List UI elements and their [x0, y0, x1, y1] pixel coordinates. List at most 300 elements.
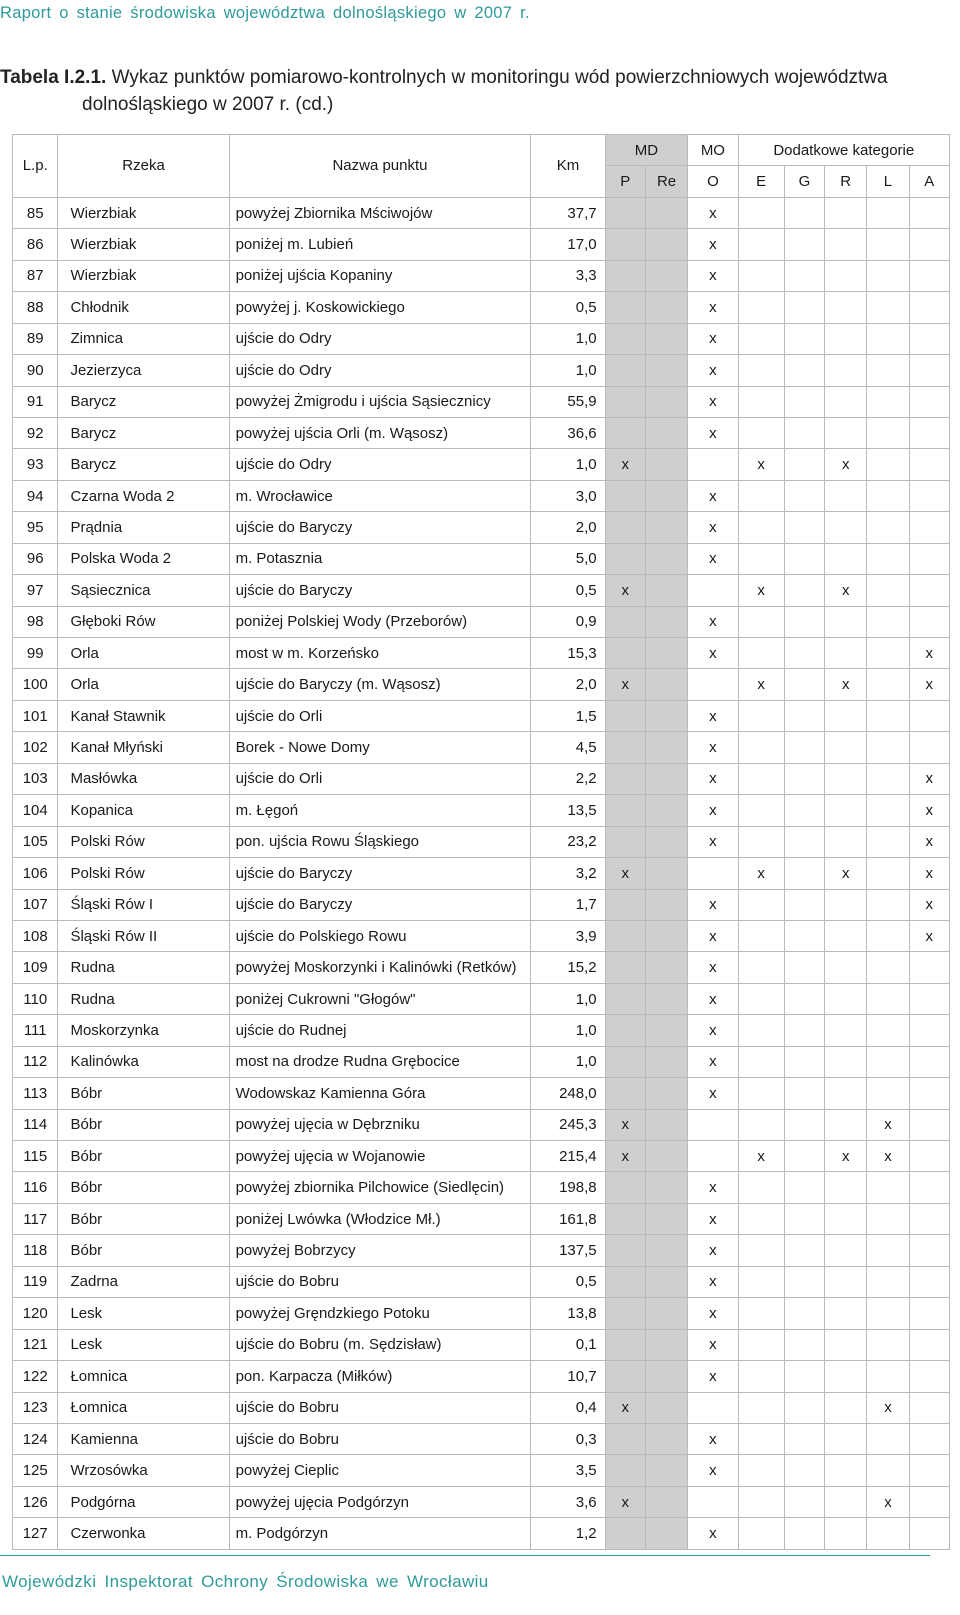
cell-rzeka: Moskorzynka: [58, 1015, 229, 1046]
cell-rzeka: Bóbr: [58, 1235, 229, 1266]
cell-rzeka: Kanał Stawnik: [58, 700, 229, 731]
cell-lp: 125: [13, 1455, 58, 1486]
cell-g: [784, 575, 824, 606]
cell-km: 1,0: [531, 983, 605, 1014]
cell-nazwa: powyżej Żmigrodu i ujścia Sąsiecznicy: [229, 386, 531, 417]
cell-rzeka: Kalinówka: [58, 1046, 229, 1077]
cell-lp: 97: [13, 575, 58, 606]
cell-o: x: [688, 1518, 738, 1549]
cell-lp: 103: [13, 763, 58, 794]
cell-l: [867, 700, 909, 731]
cell-g: [784, 1423, 824, 1454]
cell-re: [645, 763, 687, 794]
cell-re: [645, 1015, 687, 1046]
cell-nazwa: m. Podgórzyn: [229, 1518, 531, 1549]
table-row: [13, 1046, 950, 1077]
cell-r: [825, 323, 867, 354]
cell-km: 3,3: [531, 260, 605, 291]
cell-o: x: [688, 292, 738, 323]
cell-km: 13,5: [531, 795, 605, 826]
cell-rzeka: Zimnica: [58, 323, 229, 354]
cell-nazwa: powyżej Gręndzkiego Potoku: [229, 1298, 531, 1329]
cell-l: [867, 1298, 909, 1329]
cell-e: [738, 889, 784, 920]
header-md: MD: [605, 135, 688, 166]
cell-a: [909, 1046, 949, 1077]
cell-o: x: [688, 920, 738, 951]
cell-p: [605, 1203, 645, 1234]
cell-lp: 86: [13, 229, 58, 260]
cell-r: [825, 1329, 867, 1360]
cell-a: [909, 417, 949, 448]
cell-p: [605, 826, 645, 857]
cell-a: [909, 355, 949, 386]
cell-r: [825, 1235, 867, 1266]
cell-lp: 88: [13, 292, 58, 323]
cell-lp: 101: [13, 700, 58, 731]
cell-km: 17,0: [531, 229, 605, 260]
cell-a: [909, 1078, 949, 1109]
cell-g: [784, 1109, 824, 1140]
cell-p: [605, 260, 645, 291]
cell-r: x: [825, 669, 867, 700]
cell-e: [738, 1015, 784, 1046]
cell-km: 15,2: [531, 952, 605, 983]
cell-lp: 119: [13, 1266, 58, 1297]
cell-lp: 120: [13, 1298, 58, 1329]
cell-r: [825, 292, 867, 323]
cell-re: [645, 323, 687, 354]
cell-l: [867, 229, 909, 260]
cell-r: [825, 1015, 867, 1046]
cell-a: [909, 480, 949, 511]
cell-e: [738, 386, 784, 417]
cell-g: [784, 606, 824, 637]
cell-a: [909, 1172, 949, 1203]
cell-nazwa: m. Wrocławice: [229, 480, 531, 511]
header-r: R: [825, 166, 867, 197]
cell-re: [645, 858, 687, 889]
cell-e: [738, 292, 784, 323]
table-row: [13, 512, 950, 543]
cell-l: [867, 920, 909, 951]
cell-o: x: [688, 1046, 738, 1077]
cell-rzeka: Kamienna: [58, 1423, 229, 1454]
cell-o: x: [688, 355, 738, 386]
cell-rzeka: Czarna Woda 2: [58, 480, 229, 511]
cell-lp: 118: [13, 1235, 58, 1266]
cell-g: [784, 417, 824, 448]
cell-lp: 94: [13, 480, 58, 511]
cell-km: 0,9: [531, 606, 605, 637]
cell-p: [605, 763, 645, 794]
cell-re: [645, 1266, 687, 1297]
cell-rzeka: Wrzosówka: [58, 1455, 229, 1486]
cell-r: [825, 1361, 867, 1392]
cell-lp: 105: [13, 826, 58, 857]
cell-e: x: [738, 449, 784, 480]
cell-r: [825, 952, 867, 983]
cell-a: [909, 1423, 949, 1454]
cell-o: x: [688, 732, 738, 763]
cell-o: [688, 1486, 738, 1517]
table-row: [13, 669, 950, 700]
cell-km: 215,4: [531, 1141, 605, 1172]
cell-re: [645, 1455, 687, 1486]
cell-o: x: [688, 1455, 738, 1486]
cell-lp: 92: [13, 417, 58, 448]
cell-g: [784, 1266, 824, 1297]
cell-o: x: [688, 323, 738, 354]
cell-e: [738, 763, 784, 794]
cell-rzeka: Wierzbiak: [58, 260, 229, 291]
cell-g: [784, 260, 824, 291]
cell-lp: 93: [13, 449, 58, 480]
cell-e: x: [738, 575, 784, 606]
cell-o: [688, 575, 738, 606]
table-row: [13, 826, 950, 857]
cell-p: [605, 417, 645, 448]
cell-e: x: [738, 669, 784, 700]
cell-e: [738, 952, 784, 983]
cell-o: x: [688, 795, 738, 826]
cell-r: [825, 795, 867, 826]
cell-km: 3,0: [531, 480, 605, 511]
cell-a: [909, 1266, 949, 1297]
cell-nazwa: ujście do Baryczy: [229, 858, 531, 889]
cell-rzeka: Lesk: [58, 1298, 229, 1329]
cell-g: [784, 449, 824, 480]
cell-lp: 123: [13, 1392, 58, 1423]
cell-km: 3,9: [531, 920, 605, 951]
cell-p: [605, 480, 645, 511]
cell-nazwa: powyżej ujęcia w Wojanowie: [229, 1141, 531, 1172]
table-row: [13, 1455, 950, 1486]
cell-l: x: [867, 1141, 909, 1172]
cell-o: x: [688, 763, 738, 794]
table-row: [13, 386, 950, 417]
cell-rzeka: Prądnia: [58, 512, 229, 543]
cell-re: [645, 983, 687, 1014]
footer-divider: [0, 1555, 930, 1556]
cell-p: [605, 1329, 645, 1360]
cell-nazwa: pon. Karpacza (Miłków): [229, 1361, 531, 1392]
cell-e: [738, 1235, 784, 1266]
cell-e: [738, 260, 784, 291]
table-row: [13, 795, 950, 826]
cell-p: x: [605, 1109, 645, 1140]
cell-o: x: [688, 197, 738, 228]
cell-r: x: [825, 858, 867, 889]
cell-p: [605, 700, 645, 731]
table-body: [13, 197, 950, 1549]
cell-nazwa: ujście do Odry: [229, 355, 531, 386]
cell-l: [867, 889, 909, 920]
cell-l: x: [867, 1109, 909, 1140]
cell-re: [645, 952, 687, 983]
cell-e: [738, 1392, 784, 1423]
cell-a: [909, 1141, 949, 1172]
table-row: [13, 1298, 950, 1329]
cell-rzeka: Bóbr: [58, 1078, 229, 1109]
cell-p: [605, 197, 645, 228]
cell-re: [645, 1172, 687, 1203]
cell-a: [909, 323, 949, 354]
cell-nazwa: m. Potasznia: [229, 543, 531, 574]
cell-p: x: [605, 1392, 645, 1423]
table-row: [13, 229, 950, 260]
cell-a: [909, 292, 949, 323]
cell-rzeka: Barycz: [58, 386, 229, 417]
cell-l: [867, 606, 909, 637]
cell-l: [867, 543, 909, 574]
cell-l: [867, 1423, 909, 1454]
header-e: E: [738, 166, 784, 197]
cell-r: [825, 1486, 867, 1517]
header-l: L: [867, 166, 909, 197]
cell-a: [909, 449, 949, 480]
cell-km: 1,7: [531, 889, 605, 920]
header-a: A: [909, 166, 949, 197]
running-header: Raport o stanie środowiska województwa dolnośląskiego w 2007 r.: [0, 4, 530, 22]
cell-lp: 89: [13, 323, 58, 354]
cell-lp: 96: [13, 543, 58, 574]
cell-l: [867, 826, 909, 857]
cell-a: x: [909, 920, 949, 951]
cell-p: [605, 229, 645, 260]
cell-r: [825, 417, 867, 448]
table-row: [13, 1015, 950, 1046]
cell-g: [784, 1203, 824, 1234]
cell-km: 245,3: [531, 1109, 605, 1140]
cell-e: [738, 1455, 784, 1486]
cell-p: x: [605, 669, 645, 700]
cell-rzeka: Zadrna: [58, 1266, 229, 1297]
cell-rzeka: Wierzbiak: [58, 197, 229, 228]
cell-re: [645, 292, 687, 323]
cell-rzeka: Czerwonka: [58, 1518, 229, 1549]
caption-continuation: dolnośląskiego w 2007 r. (cd.): [82, 94, 334, 115]
cell-p: [605, 606, 645, 637]
cell-o: [688, 1109, 738, 1140]
cell-o: x: [688, 1172, 738, 1203]
cell-l: [867, 480, 909, 511]
cell-l: [867, 355, 909, 386]
table-row: [13, 889, 950, 920]
cell-o: x: [688, 229, 738, 260]
cell-lp: 124: [13, 1423, 58, 1454]
table-row: [13, 417, 950, 448]
cell-a: x: [909, 795, 949, 826]
cell-km: 1,0: [531, 1046, 605, 1077]
cell-l: [867, 323, 909, 354]
cell-p: [605, 920, 645, 951]
table-row: [13, 543, 950, 574]
cell-nazwa: powyżej ujęcia w Dębrzniku: [229, 1109, 531, 1140]
cell-r: [825, 1518, 867, 1549]
cell-r: [825, 700, 867, 731]
cell-nazwa: ujście do Bobru (m. Sędzisław): [229, 1329, 531, 1360]
cell-nazwa: ujście do Rudnej: [229, 1015, 531, 1046]
cell-km: 2,0: [531, 512, 605, 543]
cell-rzeka: Barycz: [58, 417, 229, 448]
cell-o: x: [688, 480, 738, 511]
cell-r: [825, 229, 867, 260]
cell-o: x: [688, 417, 738, 448]
cell-lp: 99: [13, 638, 58, 669]
cell-rzeka: Polski Rów: [58, 858, 229, 889]
cell-a: x: [909, 763, 949, 794]
cell-km: 161,8: [531, 1203, 605, 1234]
cell-p: [605, 1266, 645, 1297]
cell-p: [605, 1235, 645, 1266]
cell-km: 5,0: [531, 543, 605, 574]
cell-g: [784, 1046, 824, 1077]
cell-re: [645, 449, 687, 480]
cell-a: x: [909, 669, 949, 700]
cell-lp: 91: [13, 386, 58, 417]
cell-l: [867, 1329, 909, 1360]
table-row: [13, 1078, 950, 1109]
cell-g: [784, 889, 824, 920]
table-row: [13, 1109, 950, 1140]
cell-nazwa: poniżej m. Lubień: [229, 229, 531, 260]
cell-km: 0,4: [531, 1392, 605, 1423]
cell-o: x: [688, 889, 738, 920]
table-row: [13, 323, 950, 354]
cell-r: [825, 480, 867, 511]
cell-nazwa: ujście do Baryczy: [229, 575, 531, 606]
cell-o: x: [688, 1235, 738, 1266]
cell-r: [825, 1392, 867, 1423]
cell-km: 1,2: [531, 1518, 605, 1549]
cell-g: [784, 480, 824, 511]
cell-a: [909, 952, 949, 983]
cell-l: [867, 1518, 909, 1549]
header-mo: MO: [688, 135, 738, 166]
cell-l: x: [867, 1486, 909, 1517]
cell-r: [825, 1203, 867, 1234]
cell-l: [867, 386, 909, 417]
cell-r: [825, 386, 867, 417]
cell-p: [605, 1172, 645, 1203]
table-row: [13, 983, 950, 1014]
cell-nazwa: powyżej Moskorzynki i Kalinówki (Retków): [229, 952, 531, 983]
cell-nazwa: m. Łęgoń: [229, 795, 531, 826]
cell-a: [909, 197, 949, 228]
cell-r: [825, 512, 867, 543]
cell-re: [645, 355, 687, 386]
table-row: [13, 292, 950, 323]
cell-rzeka: Bóbr: [58, 1172, 229, 1203]
cell-l: [867, 1361, 909, 1392]
cell-o: x: [688, 1361, 738, 1392]
cell-km: 1,0: [531, 323, 605, 354]
cell-l: [867, 858, 909, 889]
cell-re: [645, 606, 687, 637]
cell-km: 137,5: [531, 1235, 605, 1266]
table-row: [13, 1235, 950, 1266]
cell-r: x: [825, 1141, 867, 1172]
cell-e: [738, 1203, 784, 1234]
cell-l: [867, 512, 909, 543]
cell-lp: 104: [13, 795, 58, 826]
cell-r: [825, 1046, 867, 1077]
cell-e: [738, 700, 784, 731]
cell-re: [645, 638, 687, 669]
cell-g: [784, 1172, 824, 1203]
table-row: [13, 1141, 950, 1172]
cell-e: [738, 1078, 784, 1109]
cell-g: [784, 795, 824, 826]
cell-o: x: [688, 952, 738, 983]
cell-l: [867, 983, 909, 1014]
cell-lp: 98: [13, 606, 58, 637]
cell-lp: 110: [13, 983, 58, 1014]
cell-nazwa: most na drodze Rudna Grębocice: [229, 1046, 531, 1077]
cell-rzeka: Bóbr: [58, 1141, 229, 1172]
cell-nazwa: pon. ujścia Rowu Śląskiego: [229, 826, 531, 857]
cell-a: [909, 732, 949, 763]
header-nazwa: Nazwa punktu: [229, 135, 531, 198]
cell-a: [909, 1392, 949, 1423]
cell-km: 10,7: [531, 1361, 605, 1392]
cell-re: [645, 1203, 687, 1234]
cell-r: [825, 920, 867, 951]
table-row: [13, 260, 950, 291]
cell-g: [784, 732, 824, 763]
cell-e: [738, 795, 784, 826]
cell-lp: 85: [13, 197, 58, 228]
table-row: [13, 606, 950, 637]
cell-km: 4,5: [531, 732, 605, 763]
cell-rzeka: Wierzbiak: [58, 229, 229, 260]
cell-km: 23,2: [531, 826, 605, 857]
cell-rzeka: Masłówka: [58, 763, 229, 794]
cell-km: 3,2: [531, 858, 605, 889]
cell-o: x: [688, 1266, 738, 1297]
table-row: [13, 638, 950, 669]
cell-km: 13,8: [531, 1298, 605, 1329]
cell-a: x: [909, 826, 949, 857]
cell-a: x: [909, 638, 949, 669]
cell-nazwa: most w m. Korzeńsko: [229, 638, 531, 669]
cell-p: x: [605, 858, 645, 889]
header-lp: L.p.: [13, 135, 58, 198]
cell-e: [738, 543, 784, 574]
cell-nazwa: powyżej Zbiornika Mściwojów: [229, 197, 531, 228]
cell-l: [867, 449, 909, 480]
cell-a: [909, 1109, 949, 1140]
caption-text: Wykaz punktów pomiarowo-kontrolnych w monitoringu wód powierzchniowych województwa: [111, 67, 888, 88]
cell-e: [738, 323, 784, 354]
table-row: [13, 700, 950, 731]
cell-e: [738, 417, 784, 448]
cell-e: [738, 826, 784, 857]
cell-p: x: [605, 1486, 645, 1517]
cell-l: [867, 197, 909, 228]
cell-l: [867, 763, 909, 794]
cell-nazwa: powyżej Bobrzycy: [229, 1235, 531, 1266]
cell-r: [825, 1423, 867, 1454]
table-row: [13, 952, 950, 983]
cell-r: [825, 826, 867, 857]
cell-re: [645, 1518, 687, 1549]
cell-p: [605, 386, 645, 417]
table-row: [13, 1266, 950, 1297]
cell-p: [605, 323, 645, 354]
cell-km: 1,0: [531, 355, 605, 386]
